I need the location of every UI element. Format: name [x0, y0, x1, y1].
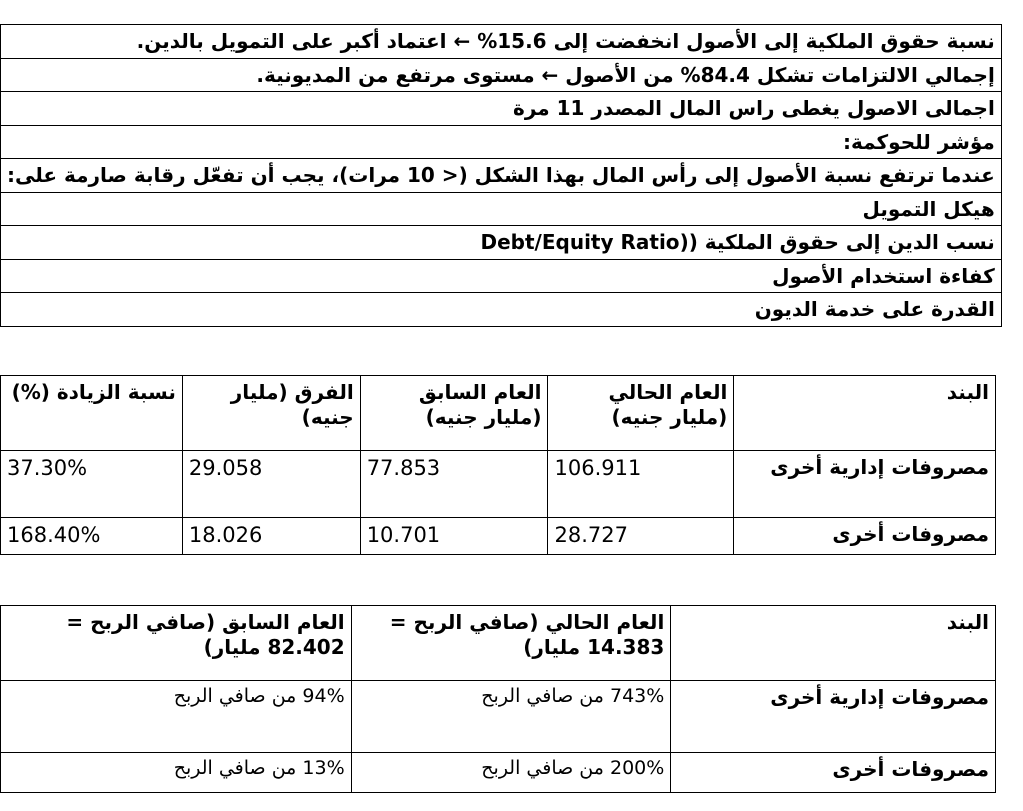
note-row: [1, 25, 1002, 59]
note-row: [1, 92, 1002, 126]
row-previous: 77.853: [360, 451, 548, 518]
header-current-year: العام الحالي (مليار جنيه): [548, 376, 734, 451]
note-row: [1, 293, 1002, 327]
table-row: [1, 681, 996, 753]
row-item: مصروفات أخرى: [734, 518, 996, 555]
note-row: [1, 192, 1002, 226]
header-difference: الفرق (مليار جنيه): [182, 376, 360, 451]
note-cell: عندما ترتفع نسبة الأصول إلى رأس المال بهذا الشكل (< 10 مرات)، يجب أن تفعّل رقابة صارمة على:: [1, 159, 1002, 193]
row-item: مصروفات أخرى: [671, 753, 996, 793]
header-previous-year: العام السابق (مليار جنيه): [360, 376, 548, 451]
note-row: [1, 259, 1002, 293]
table-row: [1, 753, 996, 793]
note-row: [1, 159, 1002, 193]
header-current-year: العام الحالي (صافي الربح = 14.383 مليار): [351, 606, 671, 681]
note-cell: القدرة على خدمة الديون: [1, 293, 1002, 327]
note-row: [1, 226, 1002, 260]
note-cell: إجمالي الالتزامات تشكل 84.4% من الأصول ← مستوى مرتفع من المديونية.: [1, 58, 1002, 92]
header-increase-pct: نسبة الزيادة (%): [1, 376, 183, 451]
header-previous-year: العام السابق (صافي الربح = 82.402 مليار): [1, 606, 352, 681]
table-header-row: [1, 606, 996, 681]
row-previous: 10.701: [360, 518, 548, 555]
note-row: [1, 125, 1002, 159]
row-current: 106.911: [548, 451, 734, 518]
row-current: 200% من صافي الربح: [351, 753, 671, 793]
row-previous: 94% من صافي الربح: [1, 681, 352, 753]
note-row: [1, 58, 1002, 92]
row-current: 743% من صافي الربح: [351, 681, 671, 753]
note-cell: نسبة حقوق الملكية إلى الأصول انخفضت إلى 15.6% ← اعتماد أكبر على التمويل بالدين.: [1, 25, 1002, 59]
row-diff: 18.026: [182, 518, 360, 555]
row-current: 28.727: [548, 518, 734, 555]
table-header-row: [1, 376, 996, 451]
governance-notes-table: [0, 24, 1002, 327]
header-item: البند: [671, 606, 996, 681]
row-item: مصروفات إدارية أخرى: [734, 451, 996, 518]
table-row: [1, 451, 996, 518]
table-row: [1, 518, 996, 555]
note-cell: نسب الدين إلى حقوق الملكية ((Debt/Equity Ratio: [1, 226, 1002, 260]
note-cell: كفاءة استخدام الأصول: [1, 259, 1002, 293]
note-cell: هيكل التمويل: [1, 192, 1002, 226]
header-item: البند: [734, 376, 996, 451]
expenses-comparison-table: [0, 375, 996, 555]
row-pct: 168.40%: [1, 518, 183, 555]
row-previous: 13% من صافي الربح: [1, 753, 352, 793]
note-cell: مؤشر للحوكمة:: [1, 125, 1002, 159]
note-cell: اجمالى الاصول يغطى راس المال المصدر 11 مرة: [1, 92, 1002, 126]
row-item: مصروفات إدارية أخرى: [671, 681, 996, 753]
row-pct: 37.30%: [1, 451, 183, 518]
row-diff: 29.058: [182, 451, 360, 518]
net-profit-ratio-table: [0, 605, 996, 793]
